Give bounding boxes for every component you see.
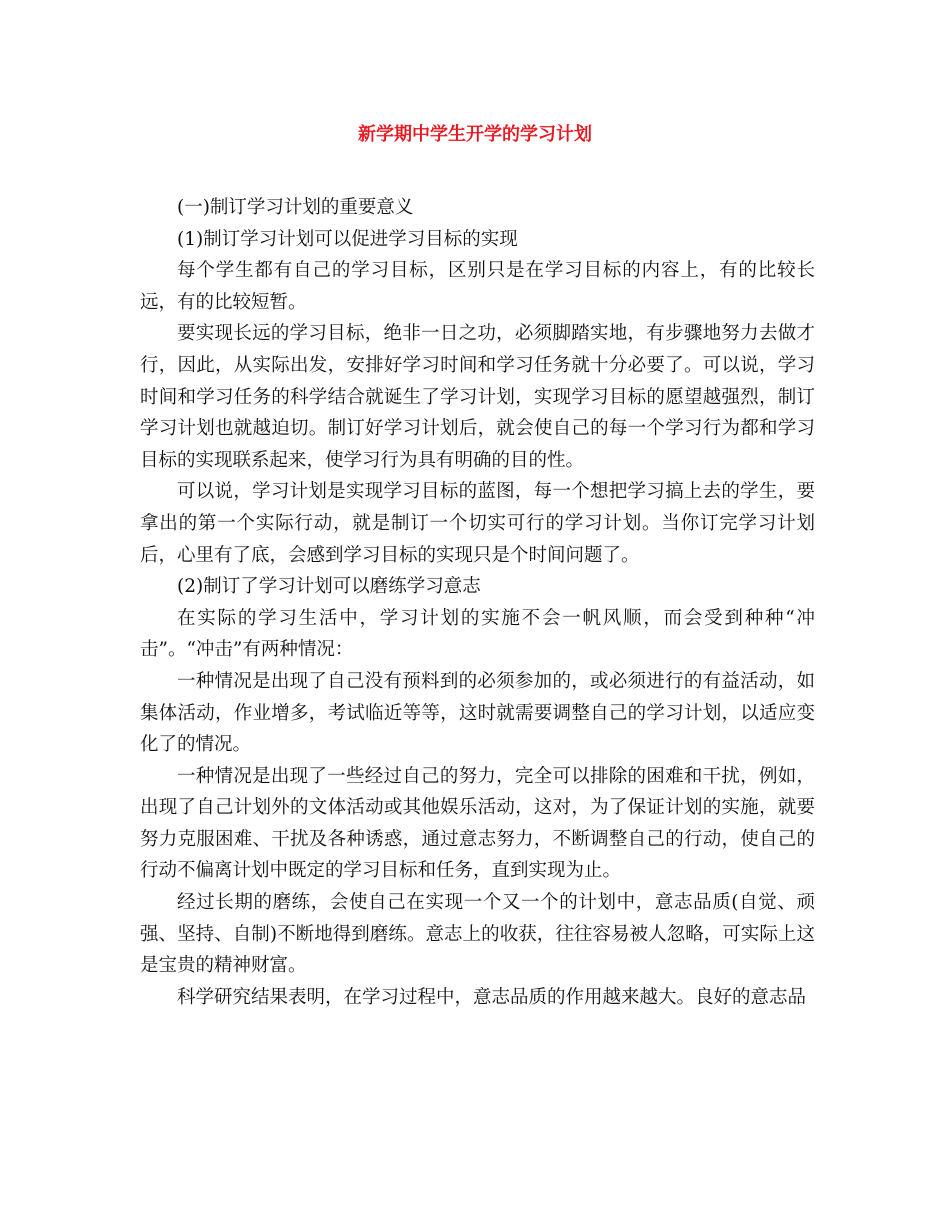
- body-paragraph: 一种情况是出现了自己没有预料到的必须参加的，或必须进行的有益活动，如集体活动，作业增多，考试临近等等，这时就需要调整自己的学习计划，以适应变化了的情况。: [140, 670, 815, 756]
- section-heading: (一)制订学习计划的重要意义: [177, 197, 414, 218]
- body-paragraph: 每个学生都有自己的学习目标，区别只是在学习目标的内容上，有的比较长远，有的比较短暂。: [140, 260, 815, 313]
- document-body: [140, 192, 815, 1013]
- document-title: 新学期中学生开学的学习计划: [358, 124, 592, 145]
- body-paragraph: 在实际的学习生活中，学习计划的实施不会一帆风顺，而会受到种种“冲击”。“冲击”有两种情况：: [140, 607, 815, 661]
- subsection-heading: (2)制订了学习计划可以磨练学习意志: [177, 576, 481, 598]
- subsection-heading: (1)制订学习计划可以促进学习目标的实现: [177, 228, 518, 250]
- body-paragraph: 要实现长远的学习目标，绝非一日之功，必须脚踏实地，有步骤地努力去做才行，因此，从实际出发，安排好学习时间和学习任务就十分必要了。可以说，学习时间和学习任务的科学结合就诞生了学习计划，实现学习目标的愿望越强烈，制订学习计划也就越迫切。制订好学习计划后，就会使自己的每一个学习行为都和学习目标的实现联系起来，使学习行为具有明确的目的性。: [140, 323, 815, 471]
- body-paragraph: 经过长期的磨练，会使自己在实现一个又一个的计划中，意志品质(自觉、顽强、坚持、自制)不断地得到磨练。意志上的收获，往往容易被人忽略，可实际上这是宝贵的精神财富。: [140, 892, 815, 977]
- body-paragraph: 可以说，学习计划是实现学习目标的蓝图，每一个想把学习搞上去的学生，要拿出的第一个实际行动，就是制订一个切实可行的学习计划。当你订完学习计划后，心里有了底，会感到学习目标的实现只是个时间问题了。: [140, 481, 815, 566]
- body-paragraph: 科学研究结果表明，在学习过程中，意志品质的作用越来越大。良好的意志品: [177, 986, 807, 1008]
- body-paragraph: 一种情况是出现了一些经过自己的努力，完全可以排除的困难和干扰，例如，出现了自己计划外的文体活动或其他娱乐活动，这对，为了保证计划的实施，就要努力克服困难、干扰及各种诱惑，通过意志努力，不断调整自己的行动，使自己的行动不偏离计划中既定的学习目标和任务，直到实现为止。: [140, 765, 815, 882]
